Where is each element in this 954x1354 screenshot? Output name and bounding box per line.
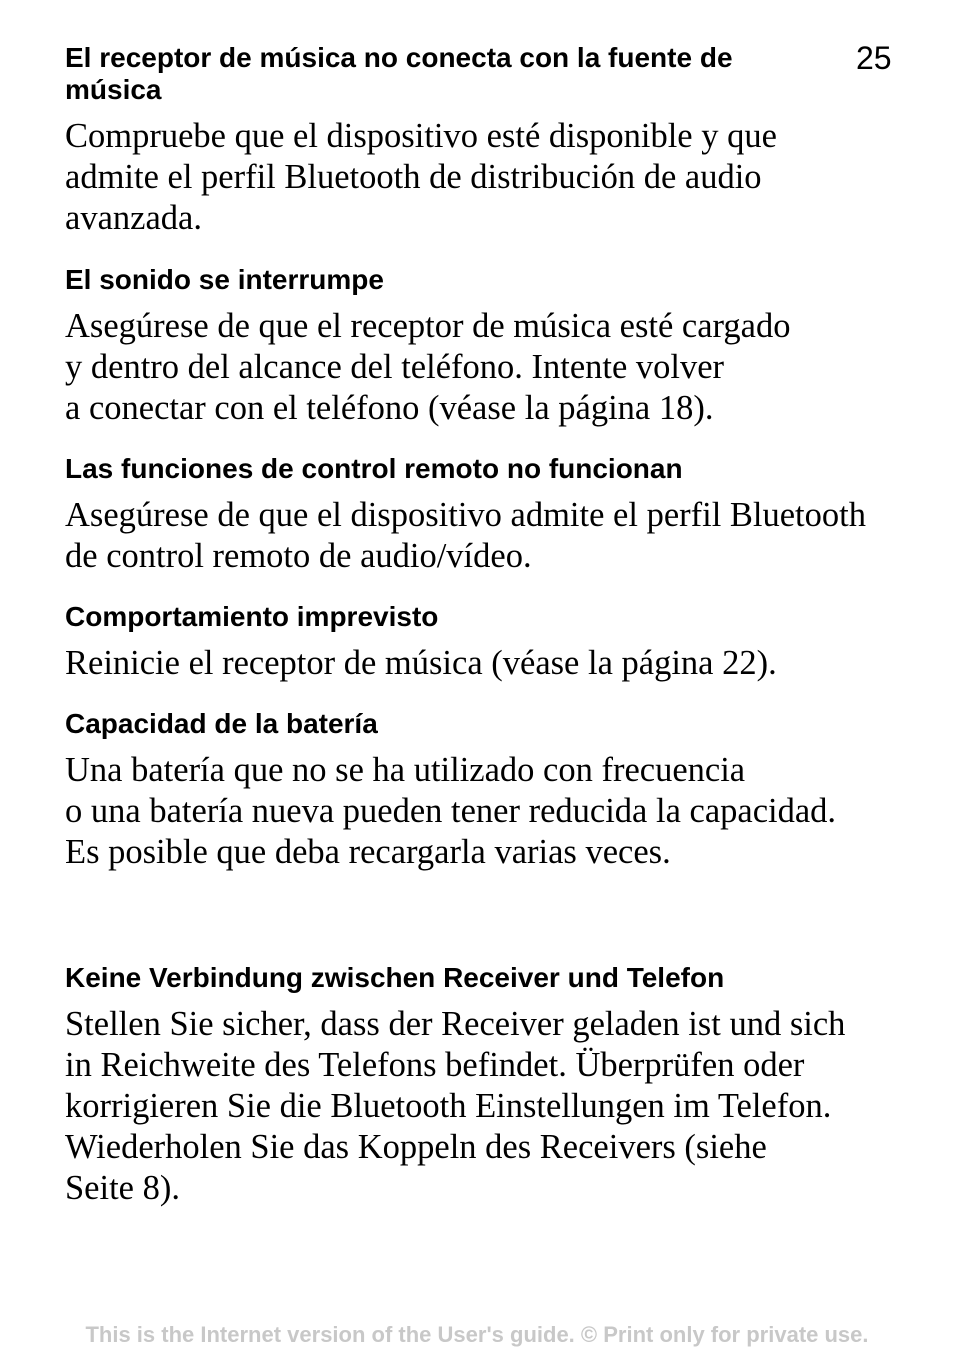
section-remote-control [65,453,925,577]
section-body: Reinicie el receptor de música (véase la página 22). [65,644,777,682]
section-heading: Las funciones de control remoto no funcionan [65,453,683,484]
section-unexpected-behaviour [65,601,925,684]
section-body: Asegúrese de que el dispositivo admite el perfil Bluetooth de control remoto de audio/vídeo. [65,496,866,575]
section-body: Asegúrese de que el receptor de música esté cargado y dentro del alcance del teléfono. Intente volver a conectar con el teléfono (véase la página 18). [65,307,791,427]
section-sound-interrupted [65,264,925,429]
section-no-connection [65,42,925,239]
section-heading: Comportamiento imprevisto [65,601,439,632]
section-battery-capacity [65,708,925,873]
section-body: Stellen Sie sicher, dass der Receiver geladen ist und sich in Reichweite des Telefons befindet. Überprüfen oder korrigieren Sie die Bluetooth Einstellungen im Telefon. Wiederholen Sie das Koppeln des Receivers (siehe Seite 8). [65,1005,846,1207]
footer-notice: This is the Internet version of the User's guide. © Print only for private use. [85,1322,869,1347]
section-body: Compruebe que el dispositivo esté disponible y que admite el perfil Bluetooth de distribución de audio avanzada. [65,117,777,237]
section-heading: Keine Verbindung zwischen Receiver und Telefon [65,962,725,993]
section-body: Una batería que no se ha utilizado con frecuencia o una batería nueva pueden tener reducida la capacidad. Es posible que deba recargarla varias veces. [65,751,837,871]
section-heading: Capacidad de la batería [65,708,378,739]
section-heading: El sonido se interrumpe [65,264,384,295]
section-heading: El receptor de música no conecta con la fuente de música [65,42,733,105]
troubleshooting-content [65,42,925,873]
section-german-no-connection [65,962,925,1209]
page-number: 25 [856,40,892,76]
